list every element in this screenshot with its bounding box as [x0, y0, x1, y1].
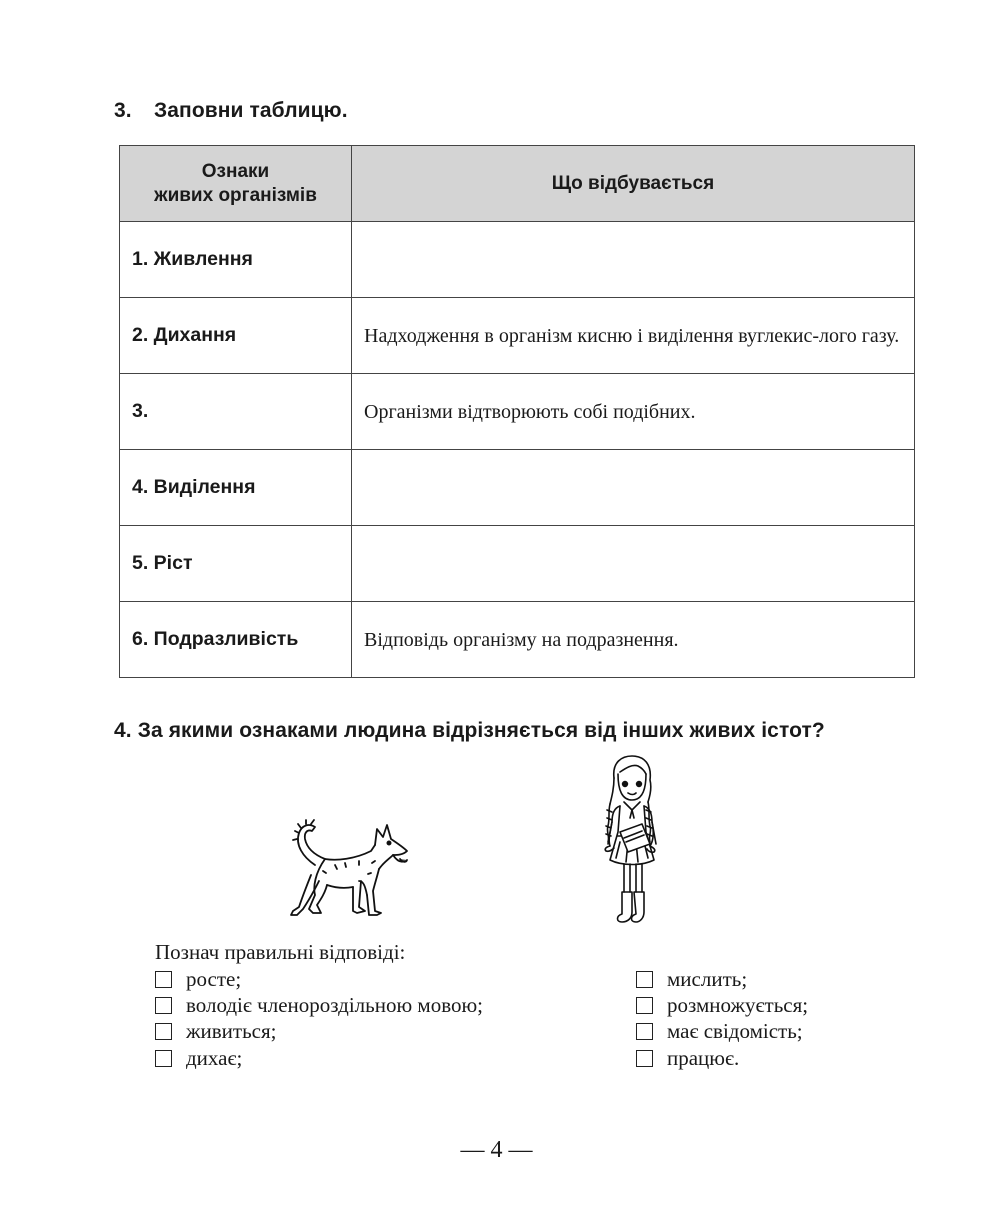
- task-text: За якими ознаками людина відрізняється від інших живих істот?: [137, 719, 825, 742]
- options-left: [155, 966, 483, 1071]
- checkbox[interactable]: [155, 1050, 172, 1067]
- option-label: живиться;: [186, 1019, 277, 1044]
- checkbox[interactable]: [636, 1023, 653, 1040]
- row-description: Відповідь організму на подразнення.: [352, 602, 915, 678]
- option-label: володіє членороздільною мовою;: [186, 992, 484, 1017]
- dog-illustration: [275, 815, 415, 925]
- task-number: 4.: [114, 719, 132, 742]
- row-description: Надходження в організм кисню і виділення вуглекис-лого газу.: [352, 298, 915, 374]
- option-label: працює.: [667, 1045, 740, 1070]
- row-description-field[interactable]: [352, 450, 915, 526]
- options-right: [636, 966, 808, 1071]
- option-item: [636, 1045, 808, 1071]
- option-item: [155, 992, 483, 1018]
- checkbox[interactable]: [155, 971, 172, 988]
- table-row: [120, 526, 915, 602]
- table-row: [120, 602, 915, 678]
- option-label: дихає;: [186, 1045, 243, 1070]
- signs-table: [119, 145, 915, 678]
- table-header-row: [120, 146, 915, 222]
- task-number: 3.: [114, 99, 132, 122]
- row-label: 4. Виділення: [120, 450, 352, 526]
- row-label: 1. Живлення: [120, 222, 352, 298]
- checkbox[interactable]: [636, 997, 653, 1014]
- row-label: 6. Подразливість: [120, 602, 352, 678]
- row-label-field[interactable]: 3.: [120, 374, 352, 450]
- option-item: [636, 1019, 808, 1045]
- task-4-title: [114, 719, 825, 743]
- row-description: Організми відтворюють собі подібних.: [352, 374, 915, 450]
- header-signs: [120, 146, 352, 222]
- task-3-title: [114, 99, 348, 123]
- checkbox[interactable]: [155, 1023, 172, 1040]
- header-what-happens: Що відбувається: [352, 146, 915, 222]
- header-signs-line1: Ознаки: [201, 160, 270, 182]
- option-item: [155, 1019, 483, 1045]
- checkbox[interactable]: [636, 971, 653, 988]
- table-row: [120, 374, 915, 450]
- checkbox[interactable]: [636, 1050, 653, 1067]
- option-label: мислить;: [667, 966, 748, 991]
- option-label: має свідомість;: [667, 1019, 803, 1044]
- table-row: [120, 222, 915, 298]
- option-label: росте;: [186, 966, 242, 991]
- table-row: [120, 450, 915, 526]
- option-item: [636, 992, 808, 1018]
- page-number: — 4 —: [460, 1137, 533, 1163]
- option-item: [155, 966, 483, 992]
- girl-illustration: [580, 752, 680, 932]
- option-item: [636, 966, 808, 992]
- option-item: [155, 1045, 483, 1071]
- task-text: Заповни таблицю.: [154, 99, 348, 122]
- answer-prompt: Познач правильні відповіді:: [155, 940, 406, 964]
- table-row: [120, 298, 915, 374]
- header-signs-line2: живих організмів: [154, 184, 317, 206]
- row-label: 2. Дихання: [120, 298, 352, 374]
- option-label: розмножується;: [667, 992, 809, 1017]
- row-label: 5. Ріст: [120, 526, 352, 602]
- row-description-field[interactable]: [352, 526, 915, 602]
- row-description-field[interactable]: [352, 222, 915, 298]
- checkbox[interactable]: [155, 997, 172, 1014]
